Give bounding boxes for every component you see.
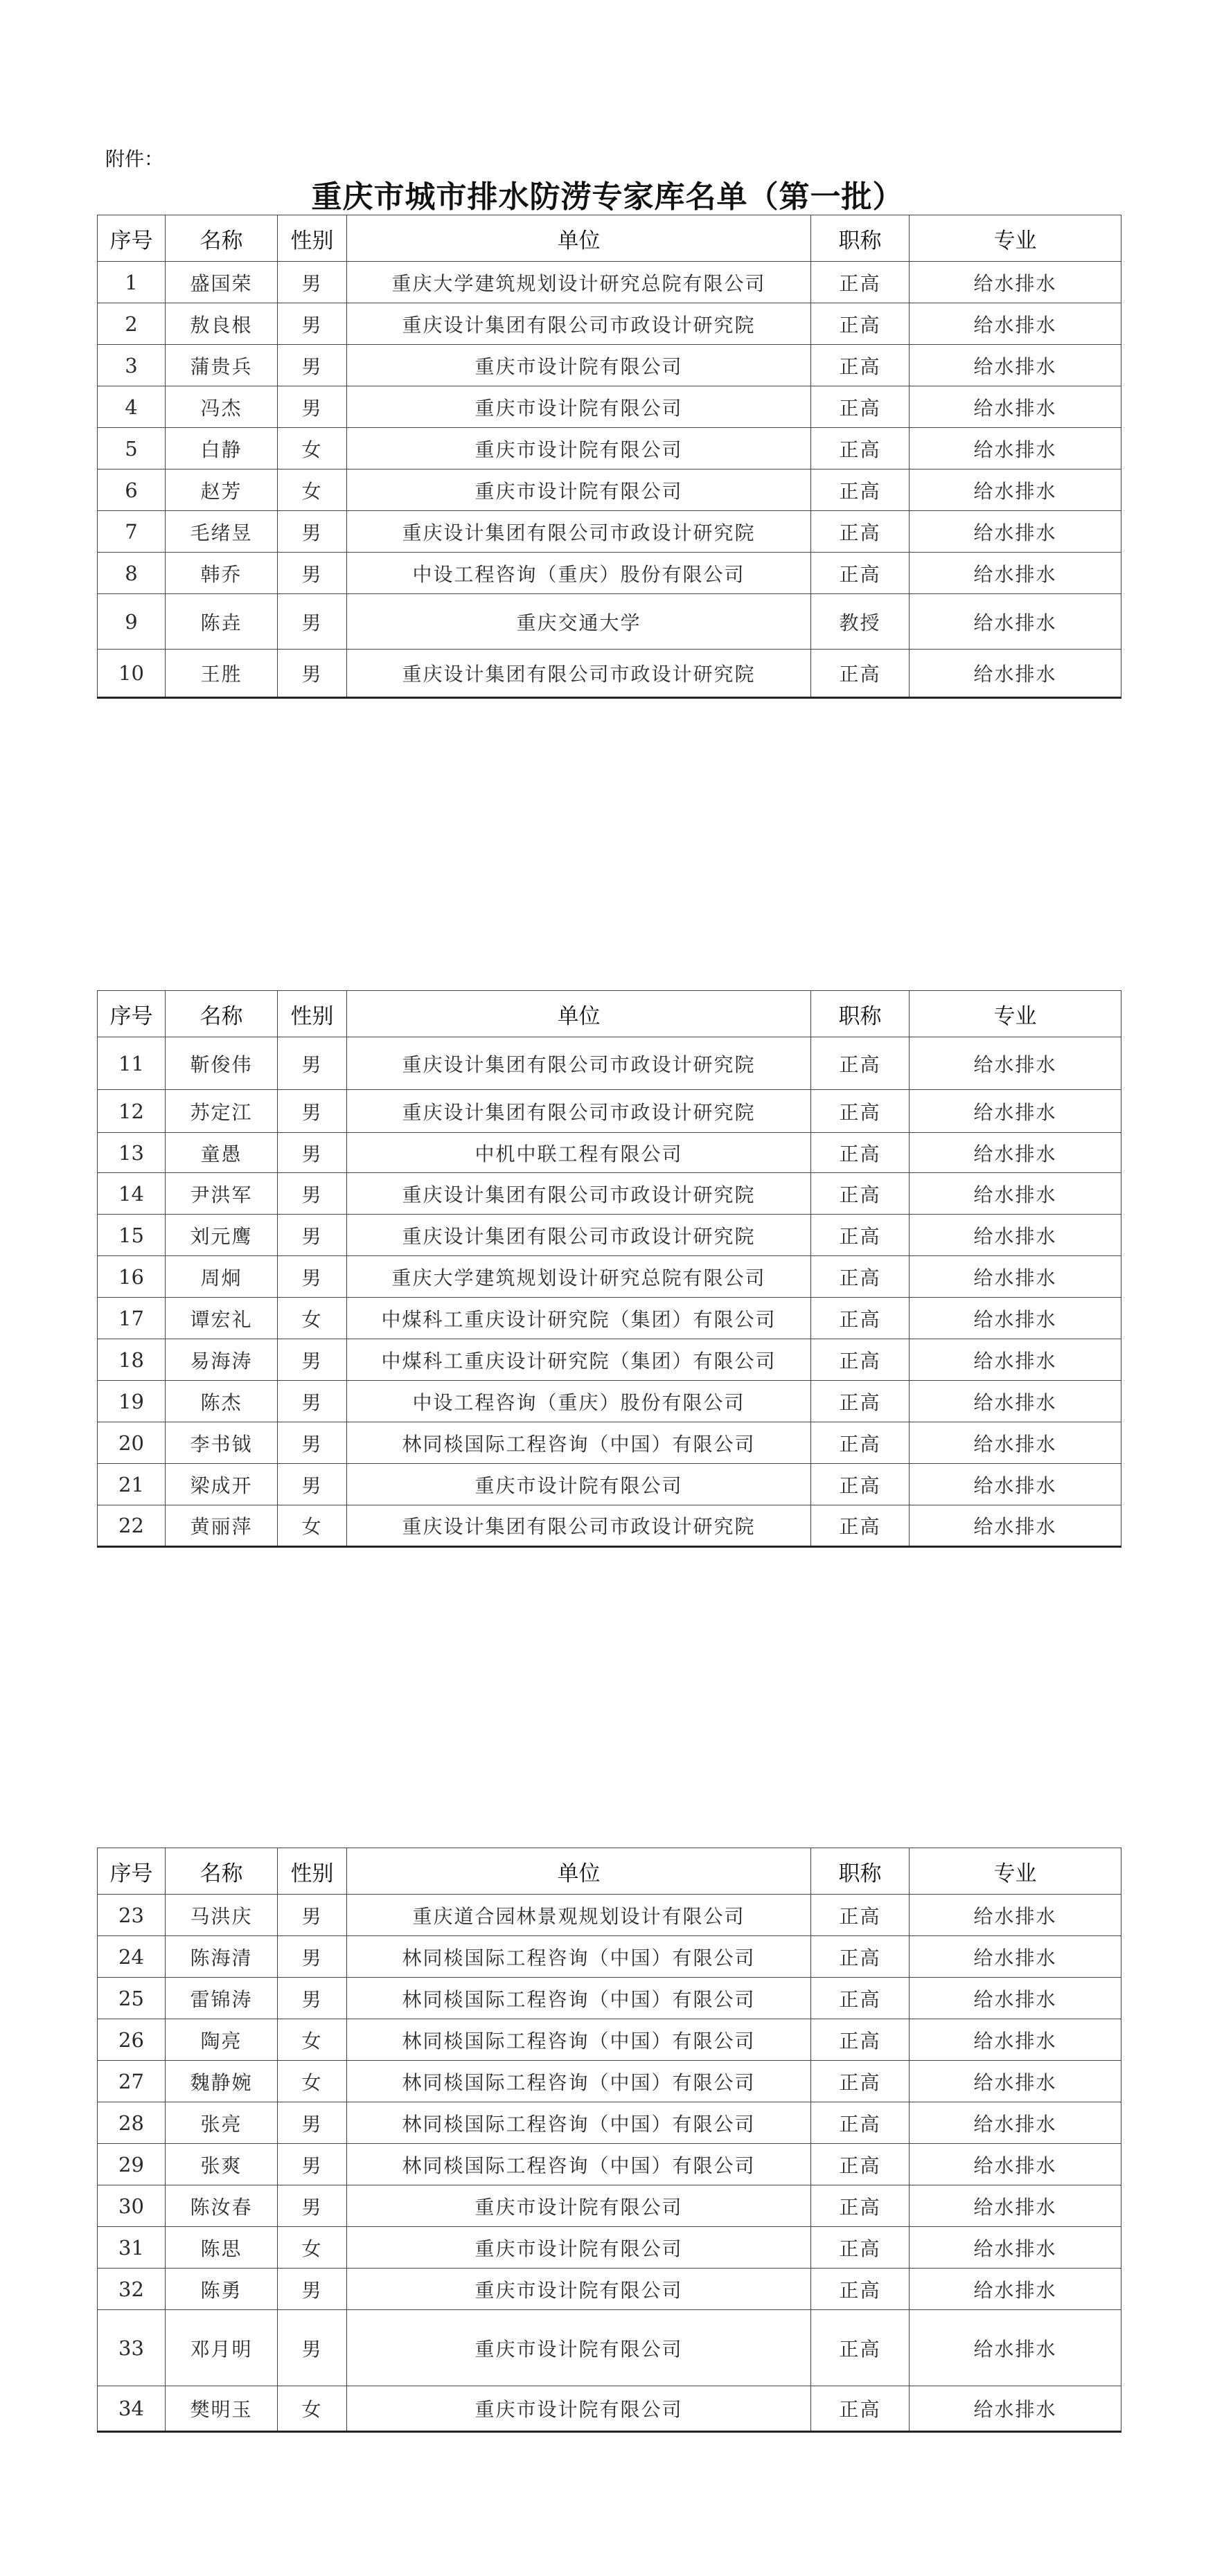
- cell-serial: 27: [98, 2061, 166, 2102]
- cell-name: 邓月明: [166, 2310, 278, 2386]
- cell-title: 正高: [811, 386, 910, 428]
- cell-name: 魏静婉: [166, 2061, 278, 2102]
- cell-unit: 中设工程咨询（重庆）股份有限公司: [347, 553, 811, 594]
- cell-unit: 重庆设计集团有限公司市政设计研究院: [347, 1505, 811, 1547]
- cell-title: 正高: [811, 1173, 910, 1215]
- column-header-title: 职称: [811, 215, 910, 262]
- cell-specialty: 给水排水: [910, 2144, 1121, 2185]
- cell-serial: 8: [98, 553, 166, 594]
- cell-gender: 男: [278, 1037, 347, 1090]
- cell-specialty: 给水排水: [910, 1298, 1121, 1339]
- cell-name: 梁成开: [166, 1464, 278, 1505]
- cell-unit: 重庆交通大学: [347, 594, 811, 650]
- cell-name: 陈汝春: [166, 2185, 278, 2227]
- table-row: [98, 594, 1121, 650]
- cell-serial: 32: [98, 2269, 166, 2310]
- column-header-gender: 性别: [278, 1848, 347, 1895]
- table-row: [98, 2227, 1121, 2269]
- cell-specialty: 给水排水: [910, 345, 1121, 386]
- column-header-title: 职称: [811, 1848, 910, 1895]
- cell-unit: 林同棪国际工程咨询（中国）有限公司: [347, 2102, 811, 2144]
- cell-unit: 重庆设计集团有限公司市政设计研究院: [347, 650, 811, 698]
- cell-gender: 男: [278, 2310, 347, 2386]
- table-row: [98, 2310, 1121, 2386]
- cell-specialty: 给水排水: [910, 1978, 1121, 2019]
- cell-serial: 9: [98, 594, 166, 650]
- cell-name: 苏定江: [166, 1090, 278, 1133]
- expert-table-3: [97, 1848, 1121, 2433]
- table-row: [98, 1505, 1121, 1547]
- table-row: [98, 1895, 1121, 1936]
- cell-name: 黄丽萍: [166, 1505, 278, 1547]
- cell-title: 正高: [811, 553, 910, 594]
- cell-name: 陈思: [166, 2227, 278, 2269]
- cell-unit: 中煤科工重庆设计研究院（集团）有限公司: [347, 1339, 811, 1381]
- cell-title: 正高: [811, 1037, 910, 1090]
- cell-unit: 林同棪国际工程咨询（中国）有限公司: [347, 1978, 811, 2019]
- cell-unit: 重庆市设计院有限公司: [347, 469, 811, 511]
- cell-serial: 3: [98, 345, 166, 386]
- cell-title: 正高: [811, 1215, 910, 1256]
- cell-serial: 4: [98, 386, 166, 428]
- cell-title: 正高: [811, 1464, 910, 1505]
- cell-title: 正高: [811, 1936, 910, 1978]
- table-row: [98, 386, 1121, 428]
- cell-gender: 男: [278, 2102, 347, 2144]
- table-row: [98, 2061, 1121, 2102]
- cell-title: 正高: [811, 2102, 910, 2144]
- table-row: [98, 1037, 1121, 1090]
- cell-serial: 23: [98, 1895, 166, 1936]
- cell-name: 张亮: [166, 2102, 278, 2144]
- cell-specialty: 给水排水: [910, 1339, 1121, 1381]
- cell-name: 周炯: [166, 1256, 278, 1298]
- cell-title: 正高: [811, 2227, 910, 2269]
- cell-gender: 男: [278, 345, 347, 386]
- cell-specialty: 给水排水: [910, 1256, 1121, 1298]
- cell-gender: 男: [278, 1978, 347, 2019]
- table-row: [98, 1215, 1121, 1256]
- cell-serial: 29: [98, 2144, 166, 2185]
- document-title: 重庆市城市排水防涝专家库名单（第一批）: [311, 179, 904, 215]
- column-header-unit: 单位: [347, 991, 811, 1037]
- cell-specialty: 给水排水: [910, 511, 1121, 553]
- cell-specialty: 给水排水: [910, 469, 1121, 511]
- cell-name: 王胜: [166, 650, 278, 698]
- cell-gender: 女: [278, 2227, 347, 2269]
- cell-unit: 重庆大学建筑规划设计研究总院有限公司: [347, 1256, 811, 1298]
- cell-gender: 男: [278, 262, 347, 303]
- cell-name: 刘元鹰: [166, 1215, 278, 1256]
- cell-name: 蒲贵兵: [166, 345, 278, 386]
- column-header-serial: 序号: [98, 991, 166, 1037]
- cell-unit: 林同棪国际工程咨询（中国）有限公司: [347, 1422, 811, 1464]
- cell-gender: 男: [278, 2144, 347, 2185]
- cell-serial: 14: [98, 1173, 166, 1215]
- cell-gender: 男: [278, 1464, 347, 1505]
- cell-title: 正高: [811, 2310, 910, 2386]
- cell-specialty: 给水排水: [910, 2102, 1121, 2144]
- cell-unit: 重庆市设计院有限公司: [347, 386, 811, 428]
- cell-title: 正高: [811, 1895, 910, 1936]
- table-row: [98, 2269, 1121, 2310]
- table-row: [98, 2102, 1121, 2144]
- cell-gender: 男: [278, 650, 347, 698]
- cell-title: 正高: [811, 345, 910, 386]
- column-header-unit: 单位: [347, 1848, 811, 1895]
- cell-unit: 中设工程咨询（重庆）股份有限公司: [347, 1381, 811, 1422]
- cell-specialty: 给水排水: [910, 1505, 1121, 1547]
- expert-table-2: [97, 990, 1121, 1548]
- cell-specialty: 给水排水: [910, 428, 1121, 469]
- cell-specialty: 给水排水: [910, 1936, 1121, 1978]
- cell-title: 正高: [811, 2144, 910, 2185]
- table-row: [98, 1133, 1121, 1173]
- cell-specialty: 给水排水: [910, 2061, 1121, 2102]
- cell-title: 正高: [811, 1256, 910, 1298]
- cell-name: 李书钺: [166, 1422, 278, 1464]
- cell-gender: 男: [278, 594, 347, 650]
- cell-title: 教授: [811, 594, 910, 650]
- cell-gender: 男: [278, 386, 347, 428]
- table-row: [98, 1422, 1121, 1464]
- cell-title: 正高: [811, 2061, 910, 2102]
- cell-unit: 重庆设计集团有限公司市政设计研究院: [347, 511, 811, 553]
- cell-serial: 11: [98, 1037, 166, 1090]
- cell-serial: 18: [98, 1339, 166, 1381]
- cell-specialty: 给水排水: [910, 262, 1121, 303]
- cell-name: 冯杰: [166, 386, 278, 428]
- cell-serial: 30: [98, 2185, 166, 2227]
- cell-specialty: 给水排水: [910, 2310, 1121, 2386]
- cell-serial: 25: [98, 1978, 166, 2019]
- cell-title: 正高: [811, 262, 910, 303]
- table-row: [98, 511, 1121, 553]
- cell-specialty: 给水排水: [910, 1895, 1121, 1936]
- cell-unit: 重庆市设计院有限公司: [347, 2227, 811, 2269]
- cell-gender: 男: [278, 1339, 347, 1381]
- cell-gender: 男: [278, 1215, 347, 1256]
- cell-specialty: 给水排水: [910, 2185, 1121, 2227]
- cell-gender: 男: [278, 1090, 347, 1133]
- cell-name: 雷锦涛: [166, 1978, 278, 2019]
- cell-gender: 男: [278, 511, 347, 553]
- cell-specialty: 给水排水: [910, 2269, 1121, 2310]
- cell-name: 靳俊伟: [166, 1037, 278, 1090]
- cell-title: 正高: [811, 2386, 910, 2432]
- cell-serial: 1: [98, 262, 166, 303]
- cell-gender: 男: [278, 2185, 347, 2227]
- cell-serial: 24: [98, 1936, 166, 1978]
- cell-specialty: 给水排水: [910, 1381, 1121, 1422]
- cell-specialty: 给水排水: [910, 2386, 1121, 2432]
- cell-title: 正高: [811, 469, 910, 511]
- table-row: [98, 2185, 1121, 2227]
- cell-serial: 19: [98, 1381, 166, 1422]
- cell-name: 敖良根: [166, 303, 278, 345]
- cell-unit: 林同棪国际工程咨询（中国）有限公司: [347, 2144, 811, 2185]
- cell-name: 赵芳: [166, 469, 278, 511]
- column-header-serial: 序号: [98, 1848, 166, 1895]
- cell-specialty: 给水排水: [910, 553, 1121, 594]
- header-row: [98, 991, 1121, 1037]
- cell-unit: 林同棪国际工程咨询（中国）有限公司: [347, 2019, 811, 2061]
- cell-name: 陈海清: [166, 1936, 278, 1978]
- cell-title: 正高: [811, 511, 910, 553]
- cell-gender: 女: [278, 1505, 347, 1547]
- header-row: [98, 1848, 1121, 1895]
- cell-specialty: 给水排水: [910, 386, 1121, 428]
- table-row: [98, 2144, 1121, 2185]
- cell-unit: 重庆市设计院有限公司: [347, 1464, 811, 1505]
- cell-specialty: 给水排水: [910, 1090, 1121, 1133]
- cell-name: 易海涛: [166, 1339, 278, 1381]
- cell-unit: 重庆设计集团有限公司市政设计研究院: [347, 1037, 811, 1090]
- cell-gender: 女: [278, 1298, 347, 1339]
- table-row: [98, 1381, 1121, 1422]
- cell-name: 盛国荣: [166, 262, 278, 303]
- table-row: [98, 650, 1121, 698]
- cell-gender: 男: [278, 1936, 347, 1978]
- cell-title: 正高: [811, 2269, 910, 2310]
- cell-unit: 重庆市设计院有限公司: [347, 2269, 811, 2310]
- cell-unit: 中机中联工程有限公司: [347, 1133, 811, 1173]
- table-row: [98, 1339, 1121, 1381]
- column-header-specialty: 专业: [910, 215, 1121, 262]
- cell-unit: 重庆市设计院有限公司: [347, 345, 811, 386]
- cell-specialty: 给水排水: [910, 303, 1121, 345]
- table-row: [98, 1090, 1121, 1133]
- cell-gender: 男: [278, 1422, 347, 1464]
- column-header-gender: 性别: [278, 991, 347, 1037]
- table-row: [98, 345, 1121, 386]
- cell-specialty: 给水排水: [910, 1464, 1121, 1505]
- header-row: [98, 215, 1121, 262]
- cell-unit: 重庆设计集团有限公司市政设计研究院: [347, 1173, 811, 1215]
- cell-name: 马洪庆: [166, 1895, 278, 1936]
- table-row: [98, 1173, 1121, 1215]
- table-row: [98, 262, 1121, 303]
- table-row: [98, 1464, 1121, 1505]
- cell-specialty: 给水排水: [910, 1173, 1121, 1215]
- cell-unit: 重庆市设计院有限公司: [347, 2386, 811, 2432]
- cell-gender: 男: [278, 2269, 347, 2310]
- cell-name: 樊明玉: [166, 2386, 278, 2432]
- cell-serial: 6: [98, 469, 166, 511]
- cell-gender: 男: [278, 1173, 347, 1215]
- expert-table-1: [97, 215, 1121, 699]
- cell-specialty: 给水排水: [910, 594, 1121, 650]
- cell-gender: 女: [278, 428, 347, 469]
- cell-gender: 男: [278, 303, 347, 345]
- cell-title: 正高: [811, 2185, 910, 2227]
- column-header-specialty: 专业: [910, 991, 1121, 1037]
- cell-gender: 男: [278, 1256, 347, 1298]
- cell-gender: 女: [278, 2019, 347, 2061]
- cell-name: 陶亮: [166, 2019, 278, 2061]
- cell-serial: 13: [98, 1133, 166, 1173]
- cell-title: 正高: [811, 2019, 910, 2061]
- cell-name: 陈垚: [166, 594, 278, 650]
- cell-specialty: 给水排水: [910, 2227, 1121, 2269]
- cell-unit: 林同棪国际工程咨询（中国）有限公司: [347, 2061, 811, 2102]
- cell-serial: 16: [98, 1256, 166, 1298]
- cell-unit: 重庆市设计院有限公司: [347, 2310, 811, 2386]
- cell-unit: 重庆设计集团有限公司市政设计研究院: [347, 303, 811, 345]
- cell-name: 童愚: [166, 1133, 278, 1173]
- table-row: [98, 1936, 1121, 1978]
- cell-name: 尹洪军: [166, 1173, 278, 1215]
- column-header-unit: 单位: [347, 215, 811, 262]
- cell-serial: 2: [98, 303, 166, 345]
- table-row: [98, 1256, 1121, 1298]
- table-row: [98, 469, 1121, 511]
- cell-unit: 重庆设计集团有限公司市政设计研究院: [347, 1090, 811, 1133]
- cell-serial: 21: [98, 1464, 166, 1505]
- cell-title: 正高: [811, 1381, 910, 1422]
- cell-specialty: 给水排水: [910, 650, 1121, 698]
- cell-gender: 女: [278, 2386, 347, 2432]
- cell-gender: 男: [278, 553, 347, 594]
- column-header-name: 名称: [166, 991, 278, 1037]
- cell-name: 毛绪昱: [166, 511, 278, 553]
- cell-serial: 7: [98, 511, 166, 553]
- cell-unit: 重庆设计集团有限公司市政设计研究院: [347, 1215, 811, 1256]
- table-row: [98, 428, 1121, 469]
- cell-serial: 15: [98, 1215, 166, 1256]
- cell-unit: 重庆市设计院有限公司: [347, 2185, 811, 2227]
- cell-unit: 重庆道合园林景观规划设计有限公司: [347, 1895, 811, 1936]
- cell-name: 张爽: [166, 2144, 278, 2185]
- cell-gender: 女: [278, 469, 347, 511]
- cell-gender: 女: [278, 2061, 347, 2102]
- cell-title: 正高: [811, 650, 910, 698]
- cell-title: 正高: [811, 1298, 910, 1339]
- cell-specialty: 给水排水: [910, 1133, 1121, 1173]
- cell-serial: 5: [98, 428, 166, 469]
- column-header-gender: 性别: [278, 215, 347, 262]
- table-row: [98, 1298, 1121, 1339]
- table-row: [98, 2386, 1121, 2432]
- cell-specialty: 给水排水: [910, 2019, 1121, 2061]
- column-header-title: 职称: [811, 991, 910, 1037]
- cell-unit: 重庆市设计院有限公司: [347, 428, 811, 469]
- column-header-specialty: 专业: [910, 1848, 1121, 1895]
- cell-gender: 男: [278, 1133, 347, 1173]
- cell-gender: 男: [278, 1381, 347, 1422]
- cell-serial: 28: [98, 2102, 166, 2144]
- column-header-name: 名称: [166, 215, 278, 262]
- cell-specialty: 给水排水: [910, 1422, 1121, 1464]
- column-header-serial: 序号: [98, 215, 166, 262]
- attachment-label: 附件：: [105, 147, 164, 170]
- cell-title: 正高: [811, 303, 910, 345]
- table-row: [98, 553, 1121, 594]
- cell-name: 谭宏礼: [166, 1298, 278, 1339]
- cell-serial: 34: [98, 2386, 166, 2432]
- cell-title: 正高: [811, 1133, 910, 1173]
- cell-title: 正高: [811, 1090, 910, 1133]
- cell-name: 韩乔: [166, 553, 278, 594]
- cell-serial: 10: [98, 650, 166, 698]
- cell-name: 陈杰: [166, 1381, 278, 1422]
- cell-serial: 20: [98, 1422, 166, 1464]
- cell-title: 正高: [811, 1422, 910, 1464]
- table-row: [98, 1978, 1121, 2019]
- table-row: [98, 303, 1121, 345]
- cell-serial: 17: [98, 1298, 166, 1339]
- cell-unit: 中煤科工重庆设计研究院（集团）有限公司: [347, 1298, 811, 1339]
- cell-serial: 33: [98, 2310, 166, 2386]
- cell-unit: 林同棪国际工程咨询（中国）有限公司: [347, 1936, 811, 1978]
- cell-serial: 22: [98, 1505, 166, 1547]
- table-row: [98, 2019, 1121, 2061]
- cell-title: 正高: [811, 428, 910, 469]
- cell-title: 正高: [811, 1978, 910, 2019]
- cell-gender: 男: [278, 1895, 347, 1936]
- cell-title: 正高: [811, 1339, 910, 1381]
- column-header-name: 名称: [166, 1848, 278, 1895]
- cell-serial: 31: [98, 2227, 166, 2269]
- cell-specialty: 给水排水: [910, 1037, 1121, 1090]
- cell-serial: 12: [98, 1090, 166, 1133]
- cell-name: 白静: [166, 428, 278, 469]
- cell-name: 陈勇: [166, 2269, 278, 2310]
- cell-title: 正高: [811, 1505, 910, 1547]
- cell-unit: 重庆大学建筑规划设计研究总院有限公司: [347, 262, 811, 303]
- cell-specialty: 给水排水: [910, 1215, 1121, 1256]
- cell-serial: 26: [98, 2019, 166, 2061]
